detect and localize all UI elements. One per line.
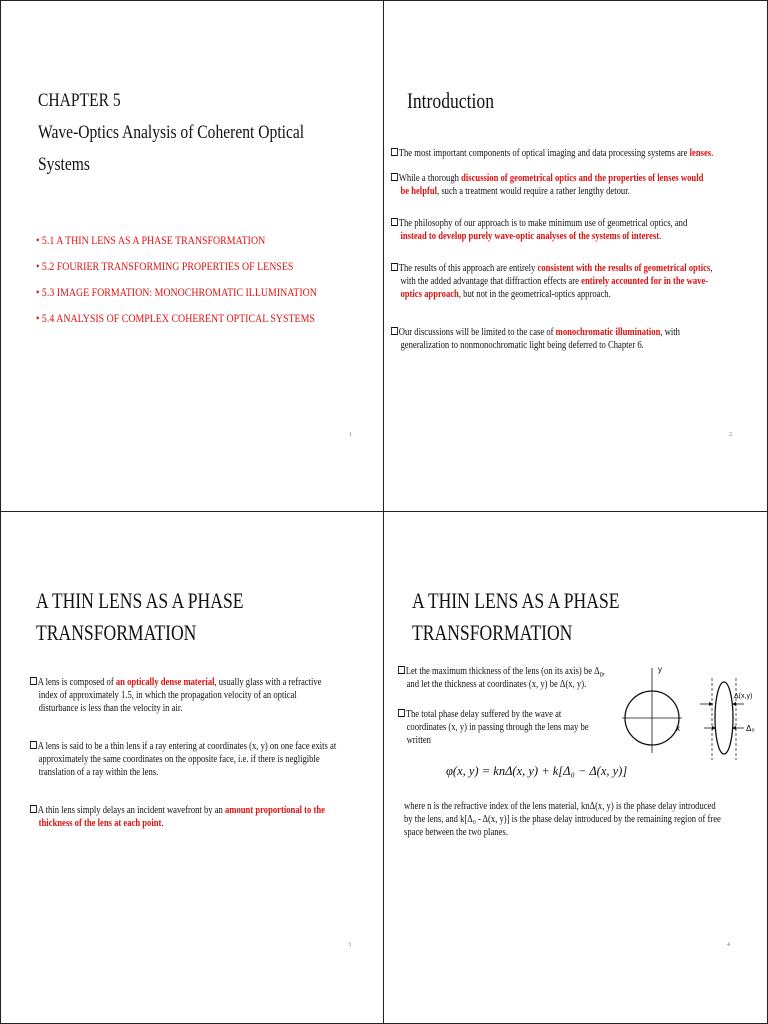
slide-1	[0, 0, 383, 511]
slide-3	[0, 512, 383, 1023]
bullet-4: The results of this approach are entirely consistent with the results of geometrical optics, with the added advantage that diffraction effects are entirely accounted for in the wave- optics approach, but not in the geometrical-optics approach.	[391, 262, 767, 301]
slide-4	[384, 512, 767, 1023]
page-number: 3	[348, 942, 351, 948]
checkbox-bullet-icon	[398, 709, 405, 717]
phase-delay-equation: φ(x, y) = knΔ(x, y) + k[Δ₀ − Δ(x, y)]	[446, 764, 628, 778]
checkbox-bullet-icon	[391, 148, 398, 156]
paragraph-explanation: where n is the refractive index of the lens material, knΔ(x, y) is the phase delay introduced by the lens, and k[Δ₀ - Δ(x, y)] is the phase delay introduced by the remaining region of free space between the two planes.	[404, 801, 721, 838]
checkbox-bullet-icon	[30, 805, 37, 813]
bullet-5: Our discussions will be limited to the case of monochromatic illumination, with generalization to nonmonochromatic light being deferred to Chapter 6.	[391, 326, 767, 352]
slide-title	[407, 85, 516, 117]
toc-item[interactable]: • 5.1 A THIN LENS AS A PHASE TRANSFORMATION	[36, 235, 266, 247]
fig-x-label: x	[676, 724, 680, 733]
toc-item[interactable]: • 5.3 IMAGE FORMATION: MONOCHROMATIC ILLUMINATION	[36, 287, 317, 299]
slide-2	[384, 0, 767, 511]
bullet-3: A thin lens simply delays an incident wavefront by an amount proportional to the thickness of the lens at each point.	[30, 804, 383, 830]
checkbox-bullet-icon	[391, 327, 398, 335]
slide-title-text: Introduction	[407, 88, 495, 113]
fig-delta0-label: Δ₀	[746, 724, 755, 733]
bullet-1: The most important components of optical imaging and data processing systems are lenses.	[391, 147, 767, 160]
page-number: 2	[729, 432, 732, 438]
toc-item[interactable]: • 5.2 FOURIER TRANSFORMING PROPERTIES OF LENSES	[36, 261, 294, 273]
slide-title-text: A THIN LENS AS A PHASE	[36, 588, 244, 613]
checkbox-bullet-icon	[398, 666, 405, 674]
checkbox-bullet-icon	[30, 741, 37, 749]
bullet-2: A lens is said to be a thin lens if a ray entering at coordinates (x, y) on one face exits at approximately the same coordinates on the opposite face, i.e. if there is negligible translation of a ray within the lens.	[30, 740, 383, 779]
slide-title-text: A THIN LENS AS A PHASE	[412, 588, 620, 613]
chapter-text: CHAPTER 5	[38, 90, 121, 111]
checkbox-bullet-icon	[391, 173, 398, 181]
chapter-title-text1: Wave-Optics Analysis of Coherent Optical	[38, 122, 305, 143]
checkbox-bullet-icon	[30, 677, 37, 685]
bullet-2: The total phase delay suffered by the wave at coordinates (x, y) in passing through the lens may be written	[398, 708, 767, 747]
bullet-3: The philosophy of our approach is to make minimum use of geometrical optics, and instead to develop purely wave-optic analyses of the systems of interest.	[391, 217, 767, 243]
fig-delta-xy-label: Δ(x,y)	[734, 693, 753, 700]
slide-title-line1	[36, 585, 295, 617]
chapter-label	[38, 86, 139, 115]
lens-side-ellipse	[715, 682, 733, 754]
slide-title-line2	[412, 617, 612, 649]
chapter-title-line2	[38, 150, 101, 179]
page-number: 4	[727, 942, 730, 948]
chapter-title-text2: Systems	[38, 154, 90, 175]
bullet-1: A lens is composed of an optically dense material, usually glass with a refractive index of approximately 1.5, in which the propagation velocity of an optical disturbance is less than the velocity in air.	[30, 676, 383, 715]
slide-title-line2	[36, 617, 236, 649]
checkbox-bullet-icon	[391, 263, 398, 271]
slide-title-text: TRANSFORMATION	[36, 620, 197, 645]
fig-y-label: y	[658, 665, 662, 674]
bullet-1: Let the maximum thickness of the lens (on its axis) be $\Delta_0$, and let the thickness at coordinates (x, y) be Δ(x, y).	[398, 665, 767, 691]
toc-item[interactable]: • 5.4 ANALYSIS OF COMPLEX COHERENT OPTICAL SYSTEMS	[36, 313, 315, 325]
bullet-2: While a thorough discussion of geometrical optics and the properties of lenses would be helpful, such a treatment would require a rather lengthy detour.	[391, 172, 767, 198]
checkbox-bullet-icon	[391, 218, 398, 226]
slide-title-text: TRANSFORMATION	[412, 620, 573, 645]
chapter-title-line1	[38, 118, 363, 147]
table-of-contents	[36, 228, 363, 332]
slide-title-line1	[412, 585, 671, 617]
page-number: 1	[349, 432, 352, 438]
lens-diagram	[620, 658, 760, 768]
